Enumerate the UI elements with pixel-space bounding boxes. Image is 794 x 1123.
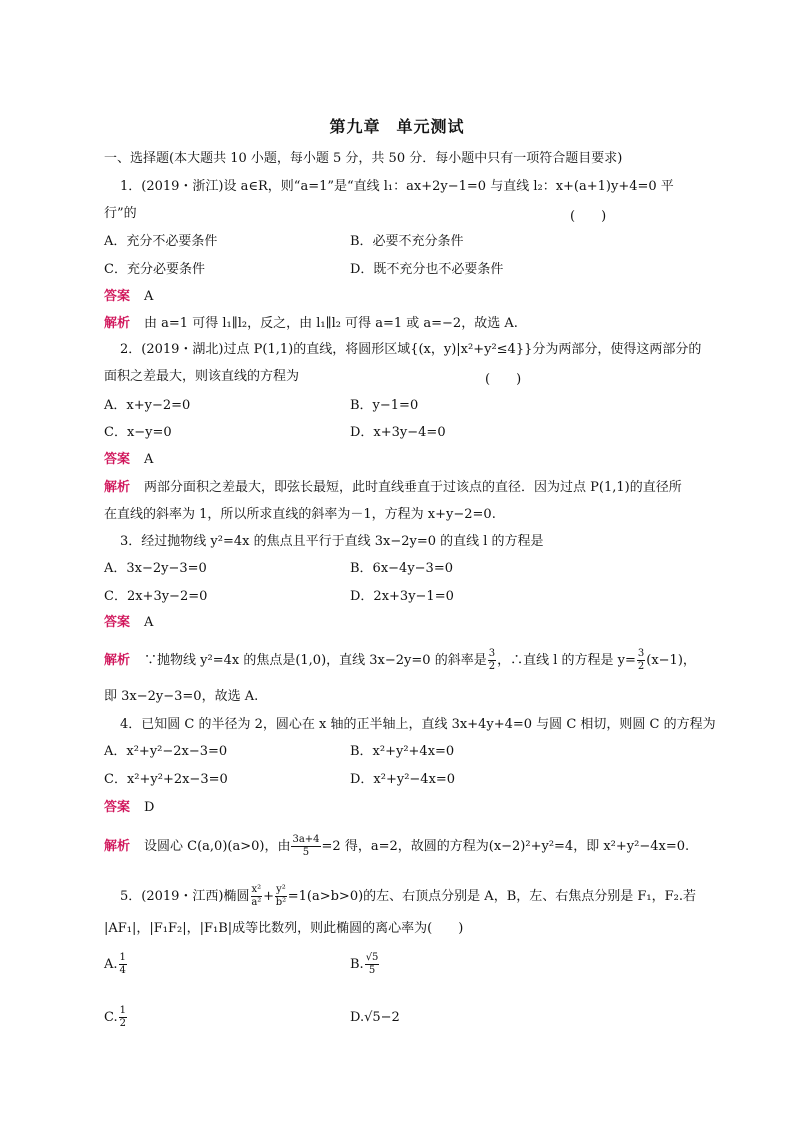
q4-analysis-part1: 设圆心 C(a,0)(a>0)，由 xyxy=(144,839,291,854)
page-title xyxy=(0,114,794,137)
q5-option-a-denominator: 4 xyxy=(119,965,126,976)
q5-plus: + xyxy=(263,889,275,904)
q3-answer xyxy=(104,614,153,632)
q5-stem-line2: |AF₁|，|F₁F₂|，|F₁B|成等比数列，则此椭圆的离心率为( ) xyxy=(104,921,464,936)
q5-option-a-fraction xyxy=(119,952,127,977)
q3-option-b: B．6x−4y−3=0 xyxy=(350,561,453,576)
q2-answer-value: A xyxy=(144,452,154,467)
q5-option-b-fraction xyxy=(365,952,380,977)
q5-stem-part2: =1(a>b>0)的左、右顶点分别是 A，B，左、右焦点分别是 F₁，F₂.若 xyxy=(287,889,696,904)
q4-analysis xyxy=(104,834,689,859)
q2-analysis-line1 xyxy=(104,479,682,497)
q3-answer-value: A xyxy=(144,615,154,630)
q5-y-numerator: y² xyxy=(276,884,286,895)
q5-y-denominator: b² xyxy=(275,897,287,908)
q5-option-b-denominator: 5 xyxy=(368,965,376,976)
q5-option-c-numerator: 1 xyxy=(119,1005,126,1016)
q1-option-b: B．必要不充分条件 xyxy=(350,234,464,249)
q2-option-c: C．x−y=0 xyxy=(104,425,172,440)
analysis-label: 解析 xyxy=(104,653,131,668)
q5-option-c xyxy=(104,1005,128,1030)
q5-stem-part1: 5．(2019・江西)椭圆 xyxy=(120,889,250,904)
q1-stem-line1: 1．(2019・浙江)设 a∈R，则“a=1”是“直线 l₁：ax+2y−1=0 与直线 l₂：x+(a+1)y+4=0 平 xyxy=(120,179,674,194)
q3-fraction-numerator: 3 xyxy=(488,648,496,659)
q3-slope-fraction xyxy=(488,648,496,673)
q5-option-c-denominator: 2 xyxy=(119,1018,126,1029)
q4-option-c: C．x²+y²+2x−3=0 xyxy=(104,772,228,787)
q1-answer xyxy=(104,288,153,306)
q4-analysis-part2: =2 得，a=2，故圆的方程为(x−2)²+y²=4，即 x²+y²−4x=0. xyxy=(321,839,690,854)
q2-stem-line2: 面积之差最大，则该直线的方程为 xyxy=(104,369,300,384)
q3-option-c: C．2x+3y−2=0 xyxy=(104,589,208,604)
q4-option-b: B．x²+y²+4x=0 xyxy=(350,744,455,759)
q5-option-a-label: A. xyxy=(104,957,118,972)
q3-option-a: A．3x−2y−3=0 xyxy=(104,561,207,576)
q5-option-c-label: C. xyxy=(104,1010,118,1025)
answer-label: 答案 xyxy=(104,615,131,630)
q4-answer-value: D xyxy=(144,800,155,815)
test-label: 单元测试 xyxy=(396,117,465,136)
q5-x-fraction xyxy=(251,884,263,909)
q2-answer-blank: ( ) xyxy=(485,372,522,387)
analysis-label: 解析 xyxy=(104,839,131,854)
q2-stem-line1: 2．(2019・湖北)过点 P(1,1)的直线，将圆形区域{(x，y)|x²+y²≤4}}分为两部分，使得这两部分的 xyxy=(120,342,702,357)
q5-option-a xyxy=(104,952,128,977)
q3-fraction-denominator: 2 xyxy=(488,661,496,672)
q5-option-b xyxy=(350,952,380,977)
q1-option-a: A．充分不必要条件 xyxy=(104,234,218,249)
chapter-label: 第九章 xyxy=(329,117,381,136)
q2-analysis-text1: 两部分面积之差最大，即弦长最短，此时直线垂直于过该点的直径．因为过点 P(1,1)的直径所 xyxy=(144,480,682,495)
q4-option-a: A．x²+y²−2x−3=0 xyxy=(104,744,228,759)
q1-answer-value: A xyxy=(144,289,154,304)
q1-option-d: D．既不充分也不必要条件 xyxy=(350,262,504,277)
q5-option-b-numerator: √5 xyxy=(365,952,379,963)
q3-fraction-denominator: 2 xyxy=(637,661,645,672)
q3-analysis-line1 xyxy=(104,648,696,673)
q4-answer xyxy=(104,799,154,817)
q5-option-d: D.√5−2 xyxy=(350,1010,400,1025)
section-heading: 一、选择题(本大题共 10 小题，每小题 5 分，共 50 分．每小题中只有一项符合题目要求) xyxy=(104,151,623,166)
q3-analysis-line2: 即 3x−2y−3=0，故选 A. xyxy=(104,689,259,704)
q4-fraction-numerator: 3a+4 xyxy=(292,834,320,845)
q1-answer-blank: ( ) xyxy=(570,209,607,224)
q1-analysis xyxy=(104,315,518,333)
q2-analysis-line2: 在直线的斜率为 1，所以所求直线的斜率为－1，方程为 x+y−2=0. xyxy=(104,507,496,522)
q3-analysis-part2: ，∴直线 l 的方程是 y= xyxy=(497,653,636,668)
q3-analysis-part1: ∵抛物线 y²=4x 的焦点是(1,0)，直线 3x−2y=0 的斜率是 xyxy=(144,653,487,668)
q5-option-c-fraction xyxy=(119,1005,127,1030)
q3-analysis-part3: (x−1)， xyxy=(646,653,696,668)
q2-answer xyxy=(104,451,153,469)
q4-fraction-denominator: 5 xyxy=(302,847,310,858)
q3-stem: 3．经过抛物线 y²=4x 的焦点且平行于直线 3x−2y=0 的直线 l 的方程是 xyxy=(120,534,544,549)
q5-y-fraction xyxy=(275,884,287,909)
q2-option-b: B．y−1=0 xyxy=(350,398,419,413)
q4-distance-fraction xyxy=(291,834,320,859)
q5-option-b-label: B. xyxy=(350,957,364,972)
q2-option-a: A．x+y−2=0 xyxy=(104,398,191,413)
answer-label: 答案 xyxy=(104,800,131,815)
answer-label: 答案 xyxy=(104,452,131,467)
q5-stem-line1 xyxy=(120,884,696,909)
answer-label: 答案 xyxy=(104,289,131,304)
q3-fraction-numerator: 3 xyxy=(637,648,645,659)
q5-x-denominator: a² xyxy=(251,897,262,908)
analysis-label: 解析 xyxy=(104,316,131,331)
q1-analysis-text: 由 a=1 可得 l₁∥l₂，反之，由 l₁∥l₂ 可得 a=1 或 a=−2，故选 A. xyxy=(144,316,518,331)
q4-stem: 4．已知圆 C 的半径为 2，圆心在 x 轴的正半轴上，直线 3x+4y+4=0 与圆 C 相切，则圆 C 的方程为 xyxy=(120,717,716,732)
q5-x-numerator: x² xyxy=(251,884,262,895)
analysis-label: 解析 xyxy=(104,480,131,495)
q5-option-a-numerator: 1 xyxy=(119,952,126,963)
q1-option-c: C．充分必要条件 xyxy=(104,262,205,277)
q3-option-d: D．2x+3y−1=0 xyxy=(350,589,454,604)
q2-option-d: D．x+3y−4=0 xyxy=(350,425,446,440)
q1-stem-line2: 行”的 xyxy=(104,206,137,221)
q4-option-d: D．x²+y²−4x=0 xyxy=(350,772,456,787)
q3-line-fraction xyxy=(637,648,645,673)
